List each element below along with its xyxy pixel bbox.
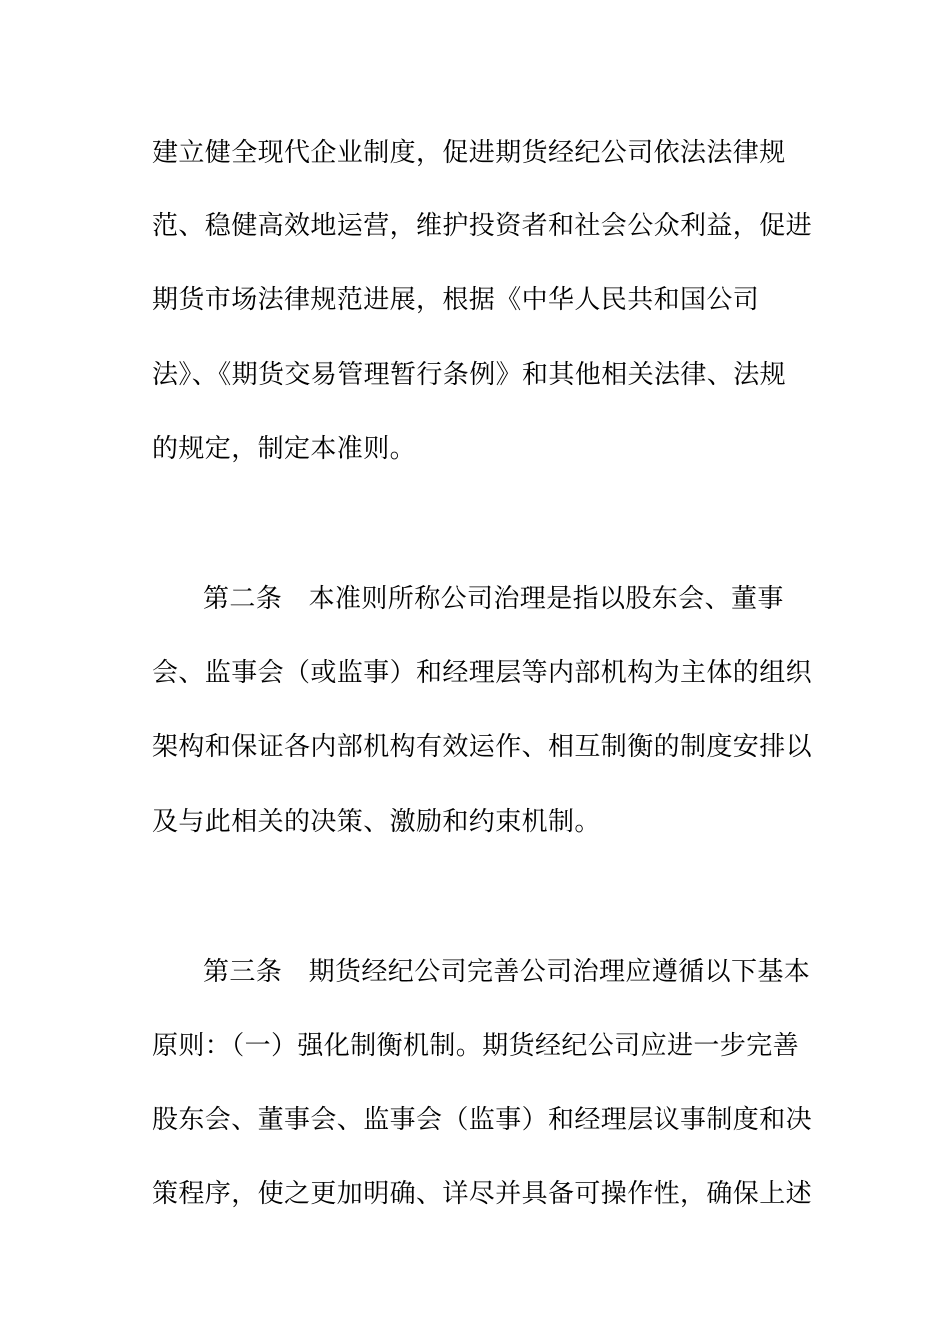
- text-line: 原则：（一）强化制衡机制。期货经纪公司应进一步完善: [152, 1031, 800, 1061]
- text-line: 及与此相关的决策、激励和约束机制。: [152, 807, 601, 837]
- text-line: 建立健全现代企业制度，促进期货经纪公司依法法律规: [152, 138, 786, 168]
- text-line: 期货市场法律规范进展，根据《中华人民共和国公司: [152, 285, 760, 315]
- article-heading-line: 第二条 本准则所称公司治理是指以股东会、董事: [203, 584, 784, 614]
- text-line: 架构和保证各内部机构有效运作、相互制衡的制度安排以: [152, 732, 813, 762]
- text-line: 策程序，使之更加明确、详尽并具备可操作性，确保上述: [152, 1179, 813, 1209]
- text-line: 范、稳健高效地运营，维护投资者和社会公众利益，促进: [152, 211, 813, 241]
- text-line: 股东会、董事会、监事会（监事）和经理层议事制度和决: [152, 1105, 813, 1135]
- text-line: 法》、《期货交易管理暂行条例》和其他相关法律、法规: [152, 360, 787, 390]
- article-heading-line: 第三条 期货经纪公司完善公司治理应遵循以下基本: [203, 957, 811, 987]
- text-line: 会、监事会（或监事）和经理层等内部机构为主体的组织: [152, 658, 813, 688]
- text-line: 的规定，制定本准则。: [152, 434, 417, 464]
